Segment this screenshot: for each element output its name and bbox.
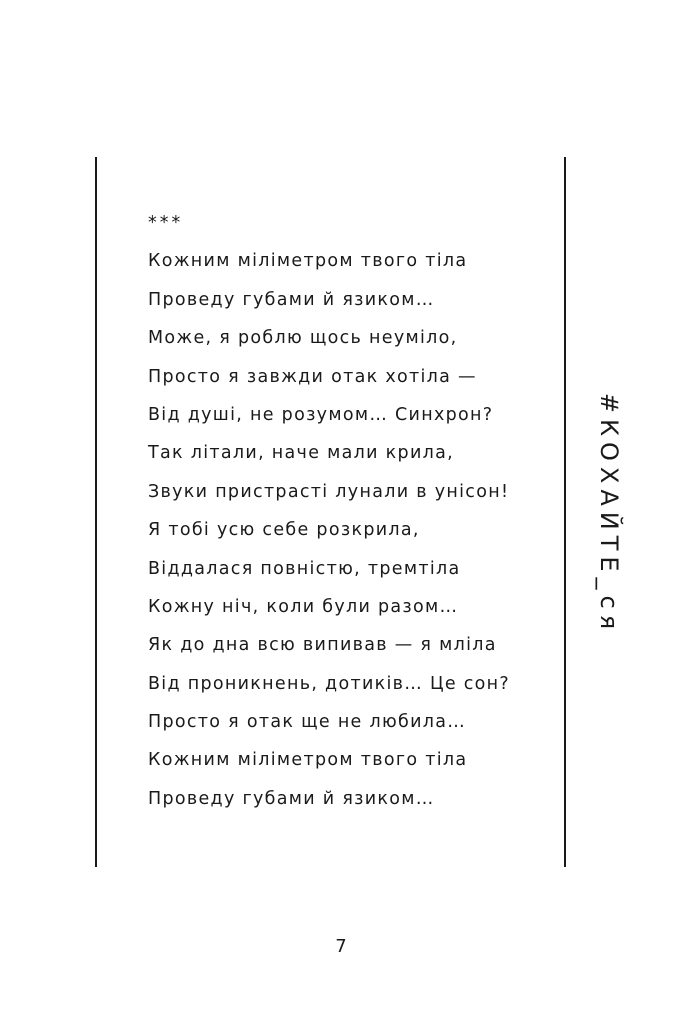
poem [148, 208, 548, 822]
poem-line: Від душі, не розумом… Синхрон? [148, 404, 494, 425]
poem-line: Кожним міліметром твого тіла [148, 251, 468, 272]
poem-line: Просто я отак ще не любила… [148, 712, 467, 733]
poem-line: Проведу губами й язиком… [148, 788, 435, 809]
vertical-hashtag-title: #КОХАЙТЕ_ся [595, 392, 623, 636]
poem-line: Звуки пристрасті лунали в унісон! [148, 481, 510, 502]
poem-line: Від проникнень, дотиків… Це сон? [148, 673, 511, 694]
poem-line: Може, я роблю щось неуміло, [148, 328, 458, 349]
poem-separator: *** [148, 213, 184, 233]
left-vertical-rule [95, 157, 97, 867]
right-vertical-rule [564, 157, 566, 867]
page-number: 7 [335, 936, 347, 957]
poem-line: Проведу губами й язиком… [148, 289, 435, 310]
poem-line: Віддалася повністю, тремтіла [148, 558, 461, 579]
poem-line: Кожним міліметром твого тіла [148, 750, 468, 771]
poem-line: Як до дна всю випивав — я мліла [148, 635, 497, 656]
poem-line: Я тобі усю себе розкрила, [148, 520, 420, 541]
poem-line: Кожну ніч, коли були разом… [148, 596, 459, 617]
poem-line: Так літали, наче мали крила, [148, 443, 455, 464]
poem-line: Просто я завжди отак хотіла — [148, 366, 477, 387]
